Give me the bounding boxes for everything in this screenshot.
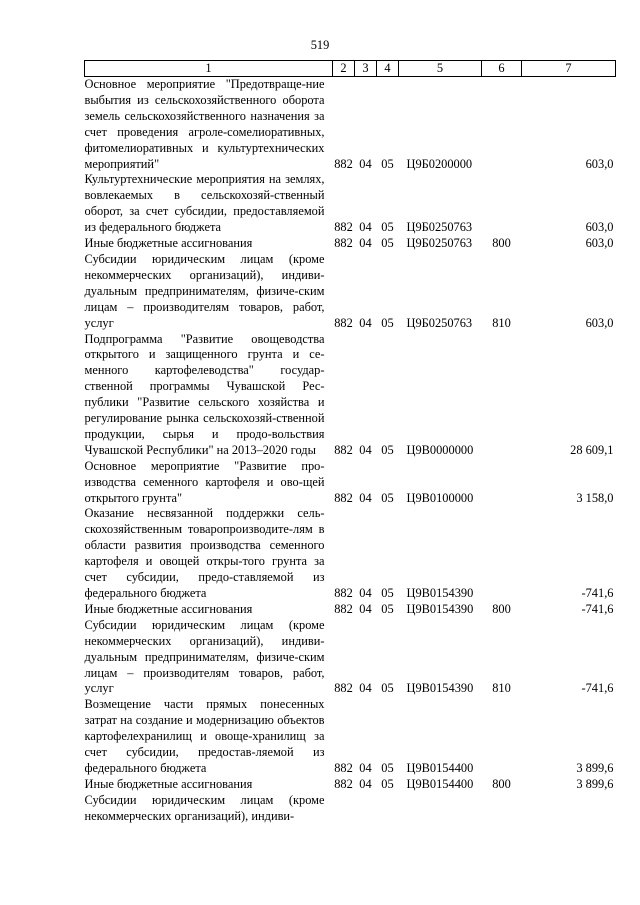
table-header-row (85, 61, 616, 77)
table-row (85, 618, 616, 698)
ministry-code: 882 (334, 601, 353, 616)
amount: 603,0 (585, 315, 614, 330)
target-article-code: Ц9Б0250763 (406, 220, 473, 235)
amount: 603,0 (585, 156, 614, 171)
row-name: Подпрограмма "Развитие овощеводства открытого и защищенного грунта и се-менного картофелеводства" государ-ственной программы Чувашской Рес-публики "Развитие сельского хозяйства и регулирование рынка сельскохозяй-ственной продукции, сырья и продо-вольствия Чувашской Республики" на 2013–2020 годы (84, 331, 325, 457)
column-header: 2 (333, 61, 355, 77)
expense-type-code: 810 (492, 315, 511, 330)
table-row (85, 506, 616, 601)
table-row (85, 697, 616, 777)
section-code (355, 793, 377, 825)
section-code: 04 (359, 236, 372, 251)
table-row (85, 332, 616, 459)
expense-type-code: 810 (492, 681, 511, 696)
row-name: Субсидии юридическим лицам (кроме некоммерческих организаций), индиви- (84, 792, 325, 823)
section-code: 04 (359, 220, 372, 235)
expense-type-code (482, 459, 522, 507)
section-code: 04 (359, 760, 372, 775)
row-name: Возмещение части прямых понесенных затрат на создание и модернизацию объектов картофелехранилищ и овоще-хранилищ за счет субсидии, предостав-ляемой из федерального бюджета (84, 697, 325, 775)
subsection-code: 05 (381, 776, 394, 791)
page-number: 519 (310, 38, 330, 52)
target-article-code: Ц9В0100000 (406, 490, 474, 505)
table-row (85, 77, 616, 173)
expense-type-code (482, 332, 522, 459)
row-name: Иные бюджетные ассигнования (84, 776, 253, 791)
ministry-code: 882 (334, 156, 353, 171)
amount: 3 158,0 (576, 490, 614, 505)
ministry-code: 882 (334, 681, 353, 696)
ministry-code (333, 793, 355, 825)
target-article-code: Ц9В0154400 (406, 776, 474, 791)
target-article-code: Ц9В0154390 (406, 586, 474, 600)
column-header: 5 (399, 61, 482, 77)
amount: 3 899,6 (576, 776, 614, 791)
target-article-code: Ц9Б0200000 (406, 156, 473, 171)
row-name: Иные бюджетные ассигнования (84, 236, 253, 251)
section-code: 04 (359, 490, 372, 505)
amount: -741,6 (581, 681, 614, 696)
table-row (85, 252, 616, 332)
row-name: Субсидии юридическим лицам (кроме некоммерческих организаций), индиви-дуальным предпринимателям, физиче-ским лицам – производителям товаров, работ, услуг (84, 617, 325, 696)
row-name: Иные бюджетные ассигнования (84, 601, 253, 616)
amount: 603,0 (585, 236, 614, 251)
amount: 28 609,1 (570, 442, 614, 457)
expense-type-code: 800 (492, 601, 511, 616)
expense-type-code (482, 793, 522, 825)
row-name: Субсидии юридическим лицам (кроме некоммерческих организаций), индиви-дуальным предпринимателям, физиче-ским лицам – производителям товаров, работ, услуг (84, 251, 325, 330)
budget-table (84, 60, 616, 825)
row-name: Культуртехнические мероприятия на землях, вовлекаемых в сельскохозяй-ственный оборот, за счет субсидии, предоставляемой из федерального бюджета (84, 172, 325, 235)
target-article-code (399, 793, 482, 825)
expense-type-code (482, 506, 522, 601)
column-header: 3 (355, 61, 377, 77)
amount: 3 899,6 (576, 760, 614, 775)
subsection-code: 05 (381, 315, 394, 330)
row-name: Основное мероприятие "Предотвраще-ние выбытия из сельскохозяйственного оборота земель сельскохозяйственного назначения за счет проведения агроле-сомелиоративных, фитомелиоративных и культуртехнических мероприятий" (84, 77, 325, 171)
ministry-code: 882 (334, 236, 353, 251)
section-code: 04 (359, 586, 372, 600)
section-code: 04 (359, 315, 372, 330)
column-header: 1 (85, 61, 333, 77)
amount: -741,6 (581, 586, 614, 600)
target-article-code: Ц9Б0250763 (406, 236, 473, 251)
table-row (85, 602, 616, 618)
section-code: 04 (359, 776, 372, 791)
column-header: 7 (522, 61, 616, 77)
amount: 603,0 (585, 220, 614, 235)
column-header: 6 (482, 61, 522, 77)
target-article-code: Ц9В0154390 (406, 601, 474, 616)
amount (522, 793, 616, 825)
target-article-code: Ц9В0000000 (406, 442, 474, 457)
subsection-code: 05 (381, 586, 394, 600)
row-name: Основное мероприятие "Развитие про-изводства семенного картофеля и ово-щей открытого грунта" (84, 458, 325, 505)
ministry-code: 882 (334, 760, 353, 775)
target-article-code: Ц9В0154390 (406, 681, 474, 696)
row-name: Оказание несвязанной поддержки сель-скохозяйственным товаропроизводите-лям в области развития производства семенного картофеля и овощей откры-того грунта за счет субсидии, предо-ставляемой из федерального бюджета (84, 506, 325, 600)
section-code: 04 (359, 681, 372, 696)
subsection-code: 05 (381, 442, 394, 457)
subsection-code: 05 (381, 760, 394, 775)
subsection-code: 05 (381, 156, 394, 171)
expense-type-code (482, 697, 522, 777)
amount: -741,6 (581, 601, 614, 616)
table-row (85, 777, 616, 793)
target-article-code: Ц9Б0250763 (406, 315, 473, 330)
ministry-code: 882 (334, 490, 353, 505)
expense-type-code (482, 77, 522, 173)
table-row (85, 172, 616, 236)
ministry-code: 882 (334, 586, 353, 600)
target-article-code: Ц9В0154400 (406, 760, 474, 775)
expense-type-code: 800 (492, 236, 511, 251)
subsection-code: 05 (381, 220, 394, 235)
expense-type-code: 800 (492, 776, 511, 791)
table-row (85, 236, 616, 252)
section-code: 04 (359, 601, 372, 616)
subsection-code: 05 (381, 236, 394, 251)
subsection-code: 05 (381, 601, 394, 616)
section-code: 04 (359, 156, 372, 171)
ministry-code: 882 (334, 776, 353, 791)
table-row (85, 793, 616, 825)
ministry-code: 882 (334, 220, 353, 235)
ministry-code: 882 (334, 442, 353, 457)
section-code: 04 (359, 442, 372, 457)
subsection-code: 05 (381, 681, 394, 696)
column-header: 4 (377, 61, 399, 77)
ministry-code: 882 (334, 315, 353, 330)
subsection-code (377, 793, 399, 825)
expense-type-code (482, 172, 522, 236)
subsection-code: 05 (381, 490, 394, 505)
table-row (85, 459, 616, 507)
